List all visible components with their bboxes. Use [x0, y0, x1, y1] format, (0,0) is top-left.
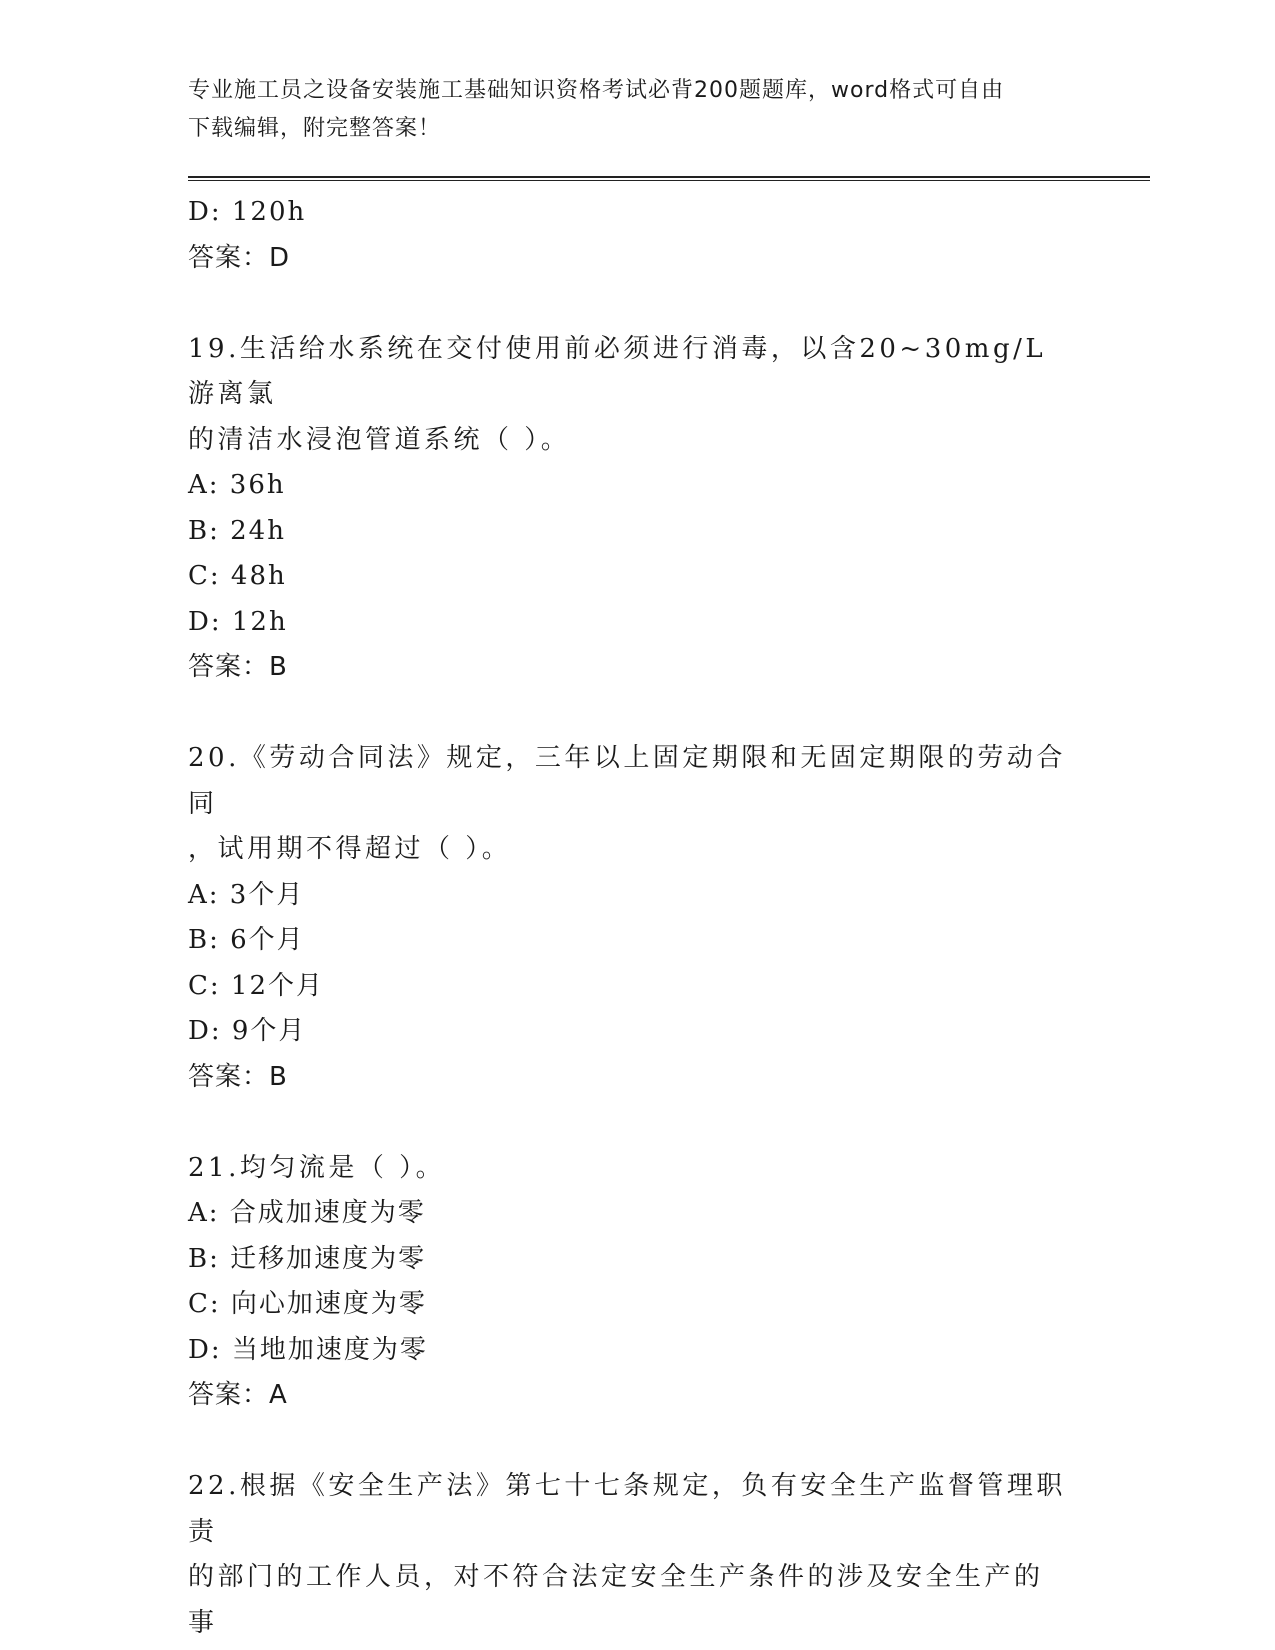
option-b: B: 6个月 — [188, 925, 305, 955]
question-list — [188, 190, 1088, 1646]
question-20 — [188, 736, 1088, 1100]
option-b: B: 24h — [188, 515, 286, 546]
question-stem — [188, 327, 1068, 464]
stem-line: 22.根据《安全生产法》第七十七条规定，负有安全生产监督管理职责 — [188, 1471, 1066, 1547]
option-c: C: 12个月 — [188, 970, 325, 1001]
question-22 — [188, 1464, 1088, 1646]
option-a: A: 3个月 — [188, 879, 305, 910]
question-stem — [188, 1464, 1068, 1646]
option-d: D: 12h — [188, 606, 288, 637]
header-line-2: 下载编辑，附完整答案！ — [188, 116, 442, 141]
spacer — [188, 691, 1088, 737]
prev-answer: 答案：D — [188, 242, 291, 273]
option-a: A: 36h — [188, 470, 286, 500]
answer: 答案：B — [188, 652, 288, 682]
option-d: D: 9个月 — [188, 1016, 307, 1046]
stem-line: 19.生活给水系统在交付使用前必须进行消毒，以含20~30mg/L游离氯 — [188, 333, 1047, 409]
prev-option-d: D: 120h — [188, 197, 307, 227]
spacer — [188, 1419, 1088, 1465]
option-c: C: 向心加速度为零 — [188, 1289, 427, 1319]
question-stem — [188, 736, 1068, 873]
option-c: C: 48h — [188, 561, 287, 591]
stem-line: ，试用期不得超过（ ）。 — [188, 834, 512, 864]
answer: 答案：A — [188, 1380, 288, 1410]
question-stem — [188, 1146, 1068, 1192]
stem-line: 的部门的工作人员，对不符合法定安全生产条件的涉及安全生产的事 — [188, 1562, 1044, 1638]
stem-line: 20.《劳动合同法》规定，三年以上固定期限和无固定期限的劳动合同 — [188, 743, 1066, 819]
question-21 — [188, 1146, 1088, 1419]
option-d: D: 当地加速度为零 — [188, 1334, 428, 1365]
question-19 — [188, 327, 1088, 691]
header-line-1: 专业施工员之设备安装施工基础知识资格考试必背200题题库，word格式可自由 — [188, 78, 1005, 103]
option-a: A: 合成加速度为零 — [188, 1198, 426, 1228]
option-b: B: 迁移加速度为零 — [188, 1243, 427, 1274]
answer: 答案：B — [188, 1061, 288, 1092]
stem-line: 的清洁水浸泡管道系统（ ）。 — [188, 424, 571, 455]
spacer — [188, 1100, 1088, 1146]
stem-line: 21.均匀流是（ ）。 — [188, 1152, 446, 1183]
document-header — [188, 72, 1068, 148]
spacer — [188, 281, 1088, 327]
header-divider — [188, 176, 1150, 181]
